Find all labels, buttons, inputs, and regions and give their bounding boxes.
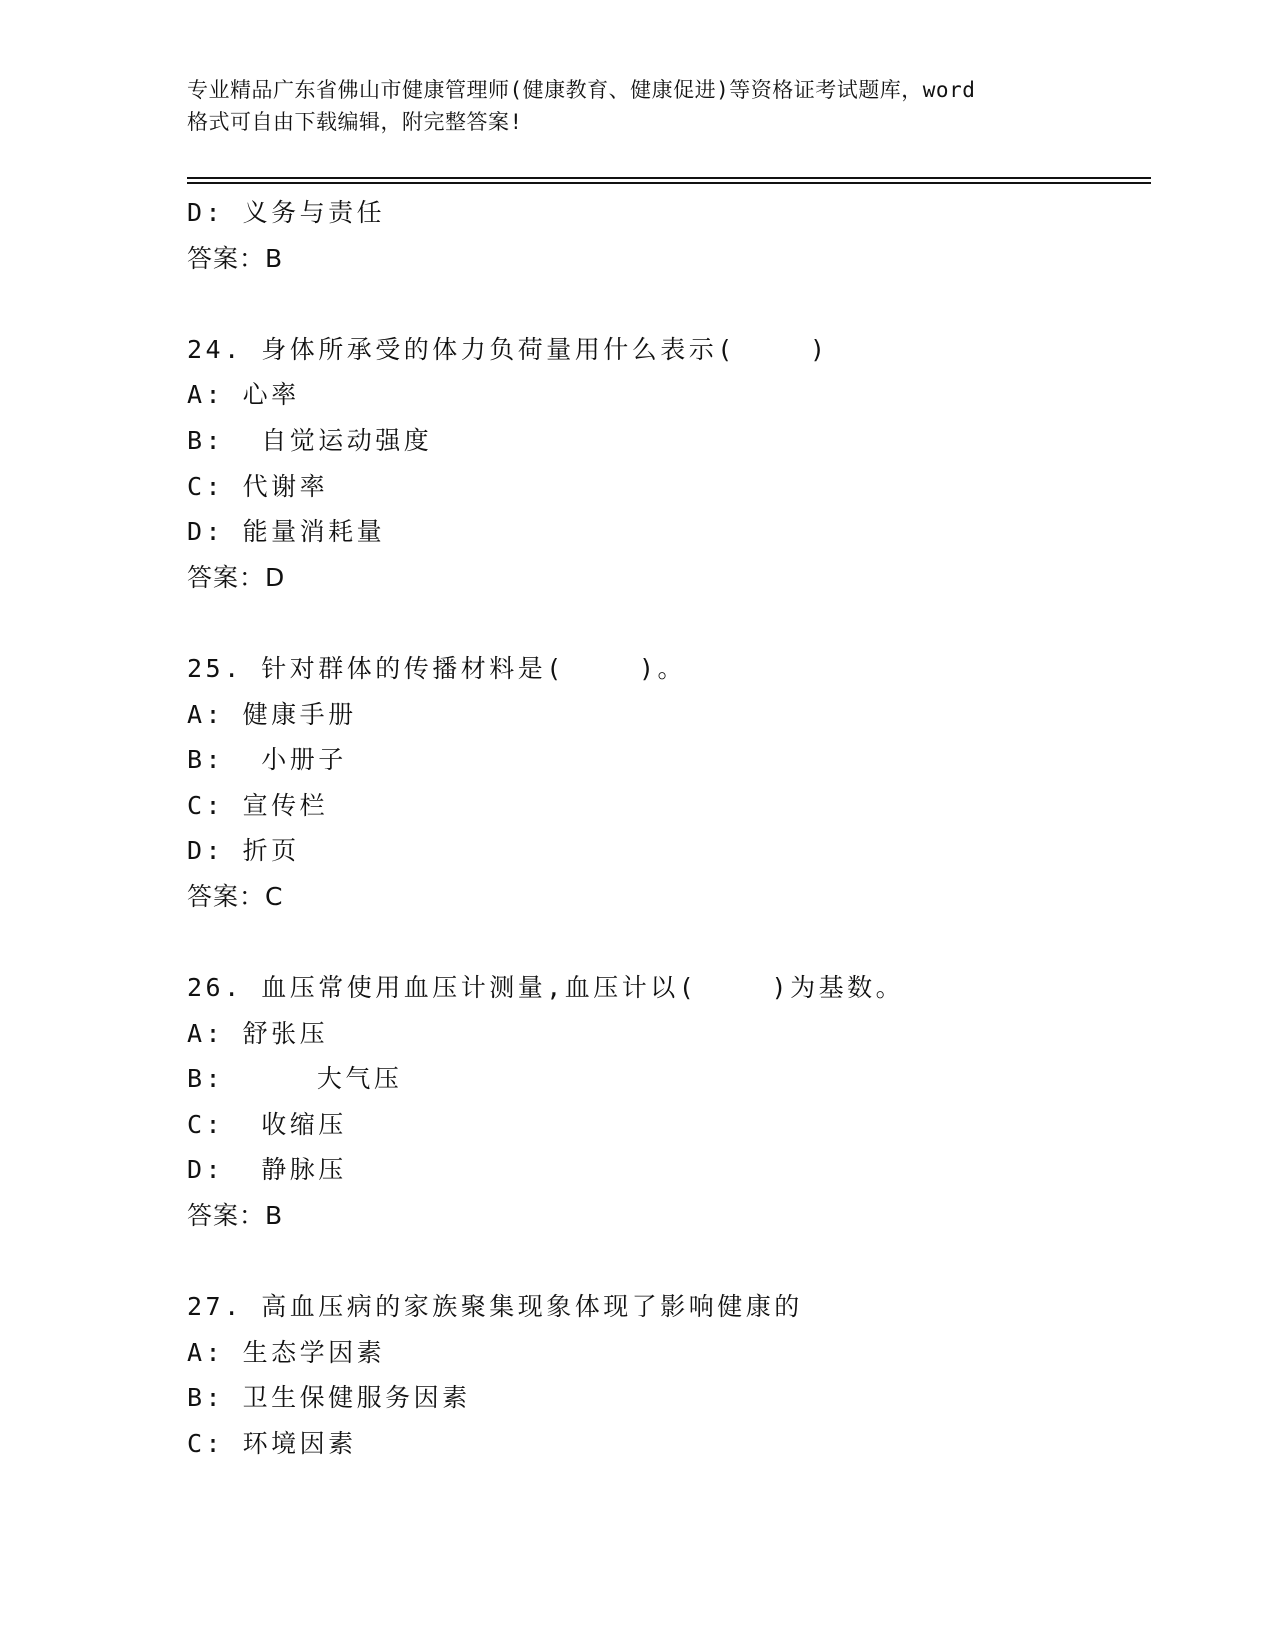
option-c: C: 收缩压 <box>187 1109 347 1139</box>
question-stem: 24. 身体所承受的体力负荷量用什么表示( ) <box>187 334 829 364</box>
spacer <box>187 600 1147 646</box>
question-24 <box>187 327 1147 601</box>
option-c: C: 宣传栏 <box>187 790 329 820</box>
answer: 答案：D <box>187 562 286 592</box>
option-d: D: 能量消耗量 <box>187 517 386 547</box>
document-header <box>187 74 1087 138</box>
spacer <box>187 920 1147 966</box>
question-27 <box>187 1284 1147 1466</box>
question-stem: 26. 血压常使用血压计测量,血压计以( )为基数。 <box>187 973 905 1003</box>
header-rule-top <box>187 177 1151 179</box>
answer: 答案：C <box>187 881 284 911</box>
option-c: C: 代谢率 <box>187 471 329 501</box>
header-rule-bottom <box>187 182 1151 184</box>
option-b: B: 自觉运动强度 <box>187 425 433 455</box>
question-25 <box>187 646 1147 920</box>
option-b: B: 小册子 <box>187 745 347 775</box>
option-b: B: 大气压 <box>187 1064 403 1094</box>
option-a: A: 健康手册 <box>187 699 357 729</box>
option-c: C: 环境因素 <box>187 1429 357 1459</box>
header-line-2: 格式可自由下载编辑，附完整答案! <box>187 110 523 134</box>
option-d: D: 义务与责任 <box>187 198 386 227</box>
option-a: A: 心率 <box>187 380 300 410</box>
header-line-1: 专业精品广东省佛山市健康管理师(健康教育、健康促进)等资格证考试题库，word <box>187 78 976 102</box>
option-a: A: 舒张压 <box>187 1018 329 1048</box>
question-26 <box>187 965 1147 1239</box>
option-d: D: 折页 <box>187 836 300 866</box>
spacer <box>187 281 1147 327</box>
previous-question-tail <box>187 190 1147 281</box>
answer: 答案：B <box>187 243 284 273</box>
spacer <box>187 1239 1147 1285</box>
question-list <box>187 190 1147 1467</box>
option-d: D: 静脉压 <box>187 1155 347 1185</box>
answer: 答案：B <box>187 1201 284 1231</box>
question-stem: 25. 针对群体的传播材料是( )。 <box>187 653 687 683</box>
option-b: B: 卫生保健服务因素 <box>187 1383 471 1413</box>
question-stem: 27. 高血压病的家族聚集现象体现了影响健康的 <box>187 1292 803 1322</box>
option-a: A: 生态学因素 <box>187 1337 386 1367</box>
